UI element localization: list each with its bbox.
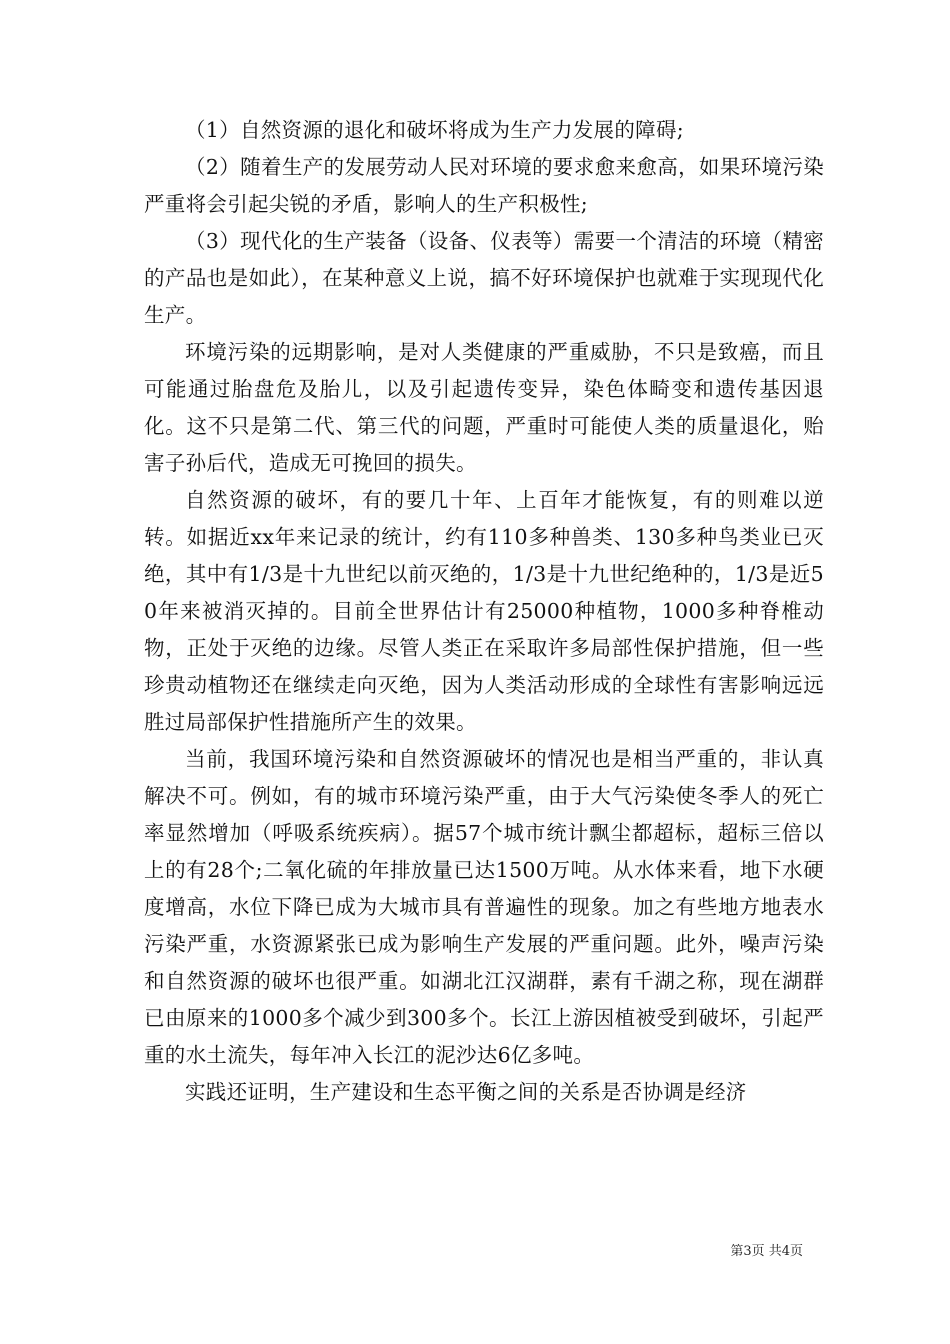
page-number-footer: 第3页 共4页: [730, 1244, 803, 1259]
paragraph-1: （1）自然资源的退化和破坏将成为生产力发展的障碍;: [185, 118, 684, 142]
paragraph-5: 自然资源的破坏，有的要几十年、上百年才能恢复，有的则难以逆转。如据近xx年来记录的统计，约有110多种兽类、130多种鸟类业已灭绝，其中有1/3是十九世纪以前灭绝的，1/3是十九世纪绝种的，1/3是近50年来被消灭掉的。目前全世界估计有25000种植物，1000多种脊椎动物，正处于灭绝的边缘。尽管人类正在采取许多局部性保护措施，但一些珍贵动植物还在继续走向灭绝，因为人类活动形成的全球性有害影响远远胜过局部保护性措施所产生的效果。: [144, 488, 824, 734]
paragraph-7: 实践还证明，生产建设和生态平衡之间的关系是否协调是经济: [185, 1080, 747, 1104]
paragraph-6: 当前，我国环境污染和自然资源破坏的情况也是相当严重的，非认真解决不可。例如，有的城市环境污染严重，由于大气污染使冬季人的死亡率显然增加（呼吸系统疾病）。据57个城市统计飘尘都超标，超标三倍以上的有28个;二氧化硫的年排放量已达1500万吨。从水体来看，地下水硬度增高，水位下降已成为大城市具有普遍性的现象。加之有些地方地表水污染严重，水资源紧张已成为影响生产发展的严重问题。此外，噪声污染和自然资源的破坏也很严重。如湖北江汉湖群，素有千湖之称，现在湖群已由原来的1000多个减少到300多个。长江上游因植被受到破坏，引起严重的水土流失，每年冲入长江的泥沙达6亿多吨。: [144, 747, 824, 1067]
paragraph-4: 环境污染的远期影响，是对人类健康的严重威胁，不只是致癌，而且可能通过胎盘危及胎儿，以及引起遗传变异，染色体畸变和遗传基因退化。这不只是第二代、第三代的问题，严重时可能使人类的质量退化，贻害子孙后代，造成无可挽回的损失。: [144, 340, 824, 475]
document-body: [144, 112, 824, 1111]
paragraph-3: （3）现代化的生产装备（设备、仪表等）需要一个清洁的环境（精密的产品也是如此），在某种意义上说，搞不好环境保护也就难于实现现代化生产。: [144, 229, 824, 327]
paragraph-2: （2）随着生产的发展劳动人民对环境的要求愈来愈高，如果环境污染严重将会引起尖锐的矛盾，影响人的生产积极性;: [144, 155, 824, 216]
